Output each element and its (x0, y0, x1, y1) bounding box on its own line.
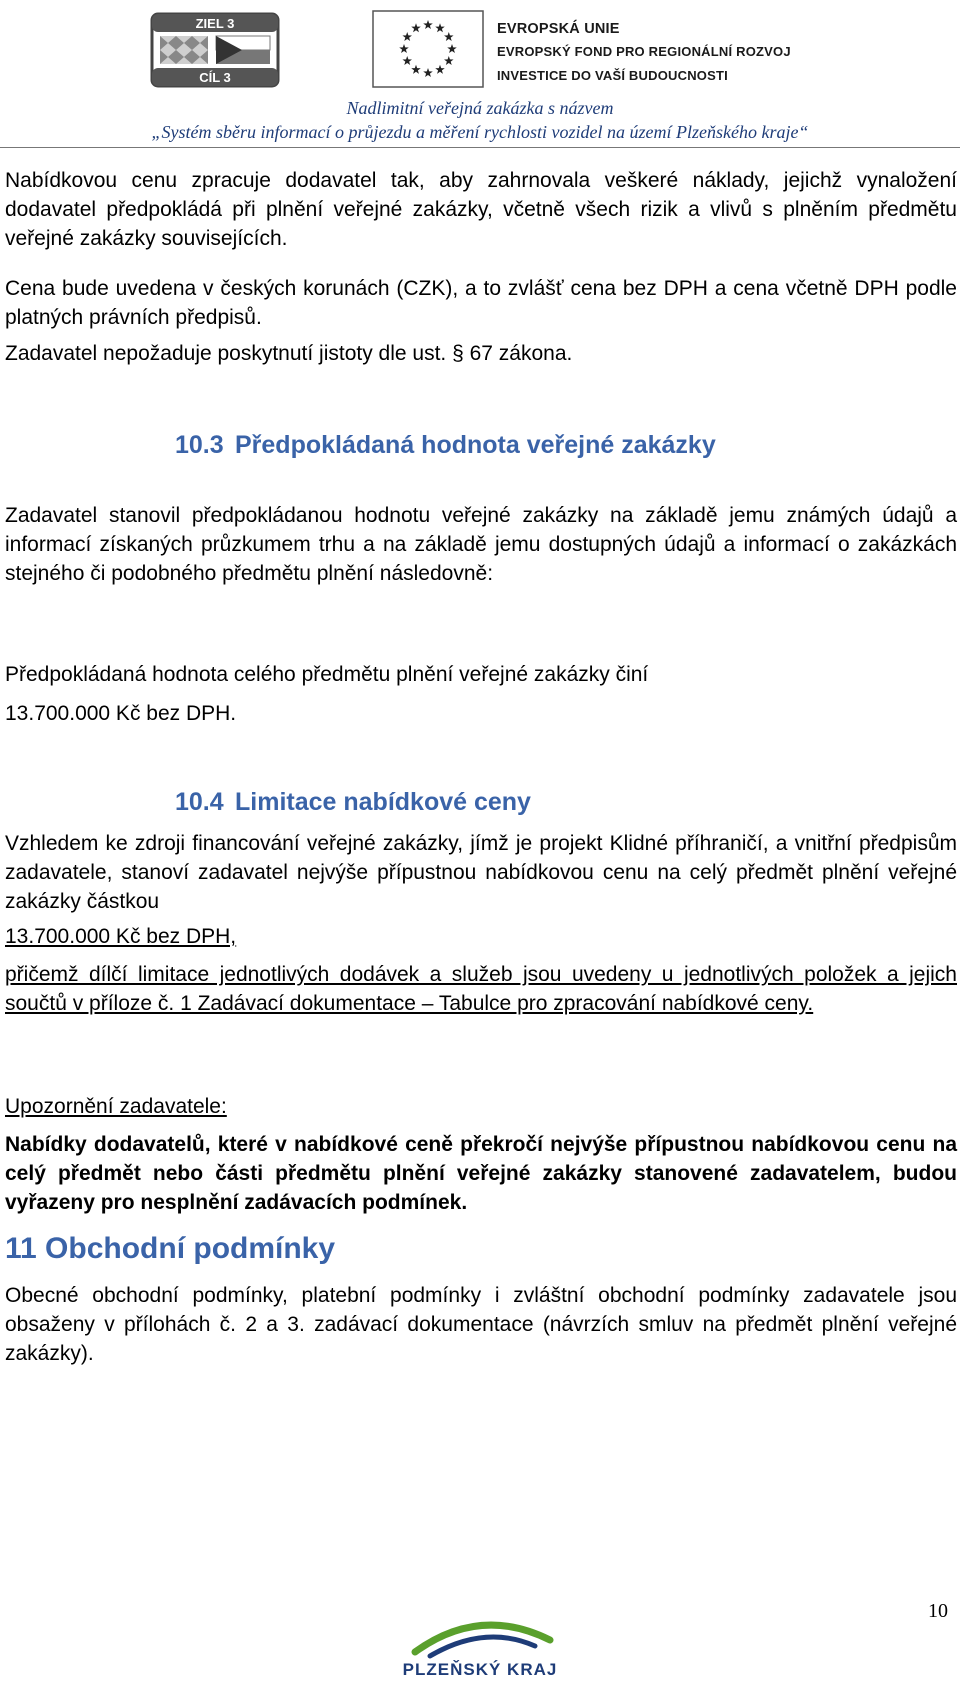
section-heading-10-3 (175, 431, 716, 460)
paragraph-price-currency: Cena bude uvedena v českých korunách (CZK), a to zvlášť cena bez DPH a cena včetně DPH podle platných právních předpisů. (5, 277, 957, 329)
paragraph-price-limit: Vzhledem ke zdroji financování veřejné zakázky, jímž je projekt Klidné příhraničí, a vnitřní předpisům zadavatele, stanoví zadavatel nejvýše přípustnou nabídkovou cenu na celý předmět plnění veřejné zakázky částkou (5, 832, 957, 913)
limit-amount: 13.700.000 Kč bez DPH, (5, 925, 237, 948)
paragraph-estimated-value: Zadavatel stanovil předpokládanou hodnotu veřejné zakázky na základě jemu známých údajů a informací získaných průzkumem trhu a na základě jemu dostupných údajů a informací o zakázkách stejného či podobného předmětu plnění následovně: (5, 504, 957, 585)
eu-investment-label: INVESTICE DO VAŠÍ BUDOUCNOSTI (497, 68, 728, 83)
paragraph-price-costs: Nabídkovou cenu zpracuje dodavatel tak, aby zahrnovala veškeré náklady, jejichž vynaložení dodavatel předpokládá při plnění veřejné zakázky, včetně všech rizik a vlivů s plněním předmětu veřejné zakázky souvisejících. (5, 169, 957, 250)
eu-fund-label: EVROPSKÝ FOND PRO REGIONÁLNÍ ROZVOJ (497, 44, 791, 59)
paragraph-commercial-terms: Obecné obchodní podmínky, platební podmínky i zvláštní obchodní podmínky zadavatele jsou obsaženy v přílohách č. 2 a 3. zadávací dokumentace (návrzích smluv na předmět plnění veřejné zakázky). (5, 1284, 957, 1365)
paragraph-partial-limits: přičemž dílčí limitace jednotlivých dodávek a služeb jsou uvedeny u jednotlivých položek a jejich součtů v příloze č. 1 Zadávací dokumentace – Tabulce pro zpracování nabídkové ceny. (5, 963, 957, 1015)
project-title-line2: „Systém sběru informací o průjezdu a měření rychlosti vozidel na území Plzeňského kraje“ (151, 122, 809, 142)
section-heading-11: 11 Obchodní podmínky (5, 1232, 336, 1265)
section-title: Limitace nabídkové ceny (235, 788, 531, 816)
paragraph-estimated-total: Předpokládaná hodnota celého předmětu plnění veřejné zakázky činí (5, 663, 649, 686)
page-number: 10 (928, 1600, 948, 1622)
eu-union-label: EVROPSKÁ UNIE (497, 21, 620, 37)
paragraph-no-security: Zadavatel nepožaduje poskytnutí jistoty dle ust. § 67 zákona. (5, 342, 573, 365)
section-number: 10.4 (175, 788, 224, 816)
section-heading-10-4 (175, 788, 531, 817)
svg-text:CÍL 3: CÍL 3 (199, 70, 231, 85)
header-divider (0, 147, 960, 148)
svg-text:ZIEL 3: ZIEL 3 (195, 16, 235, 31)
warning-text: Nabídky dodavatelů, které v nabídkové ceně překročí nejvýše přípustnou nabídkovou cenu na celý předmět nebo části předmětu plnění veřejné zakázky stanovené zadavatelem, budou vyřazeny pro nesplnění zadávacích podmínek. (5, 1133, 957, 1214)
eu-flag-logo (372, 10, 484, 88)
section-title: Předpokládaná hodnota veřejné zakázky (235, 431, 716, 459)
project-title-line1: Nadlimitní veřejná zakázka s názvem (346, 98, 614, 118)
estimated-amount: 13.700.000 Kč bez DPH. (5, 702, 237, 725)
section-number: 10.3 (175, 431, 224, 459)
plzen-region-label: PLZEŇSKÝ KRAJ (402, 1660, 558, 1679)
ziel3-logo (150, 12, 280, 88)
warning-label: Upozornění zadavatele: (5, 1095, 227, 1118)
